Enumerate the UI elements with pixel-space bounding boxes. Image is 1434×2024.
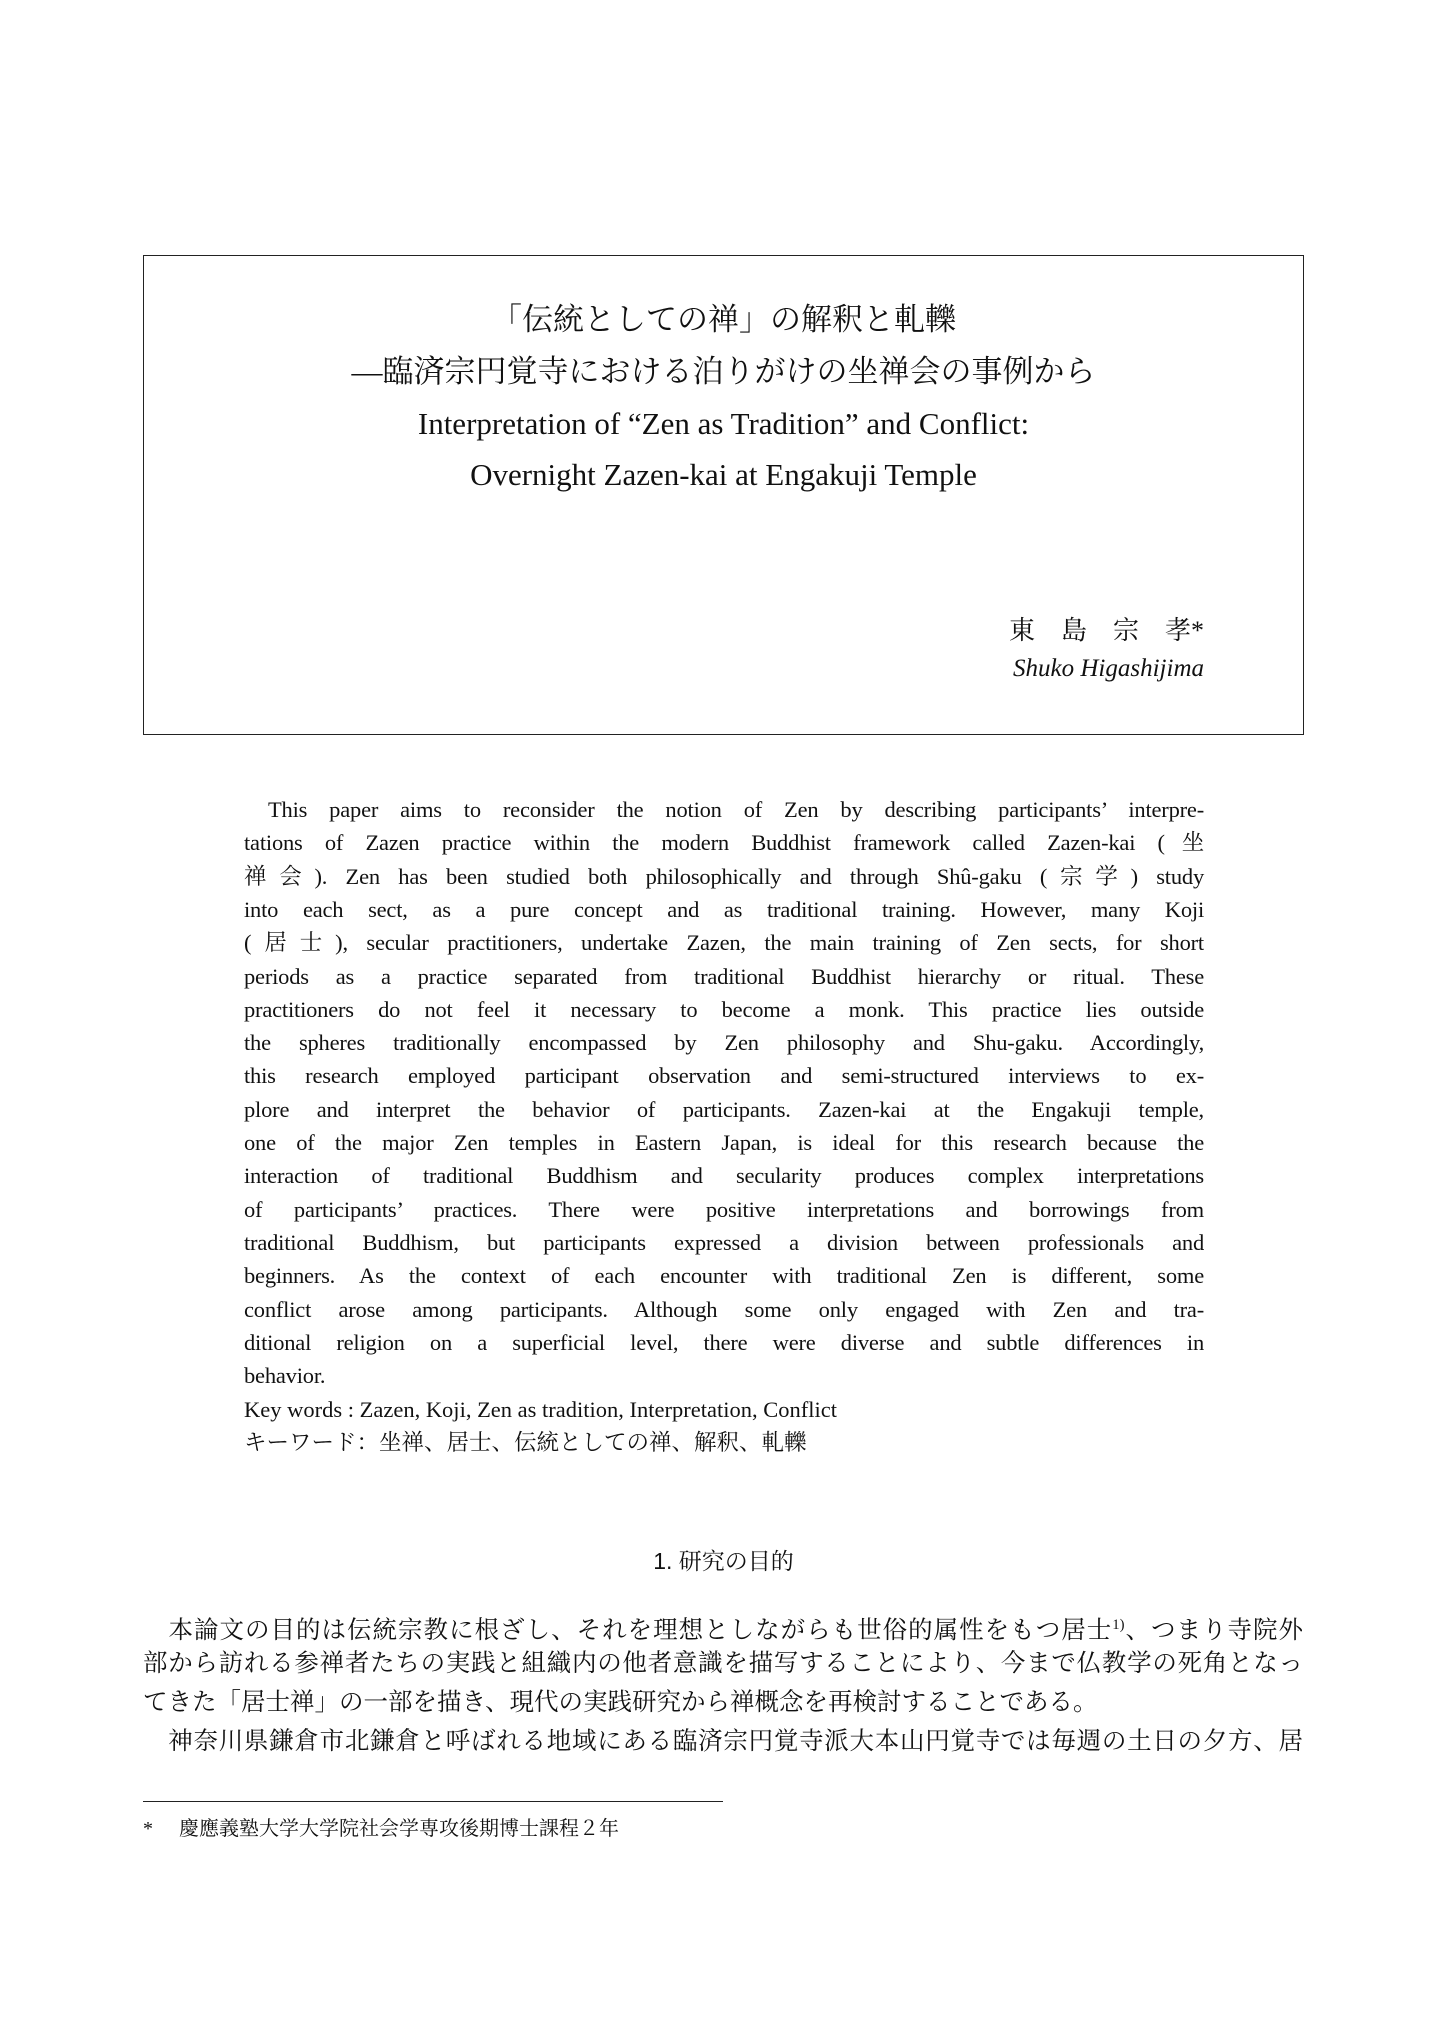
abstract-line: ditional religion on a superficial level, there were diverse and subtle differences in — [244, 1329, 1204, 1355]
section-heading: 1. 研究の目的 — [653, 1548, 794, 1574]
title-en-line1: Interpretation of “Zen as Tradition” and Conflict: — [417, 406, 1030, 441]
body-line: 部から訪れる参禅者たちの実践と組織内の他者意識を描写することにより、今まで仏教学の死角となっ — [143, 1650, 1303, 1677]
abstract-line: tations of Zazen practice within the modern Buddhist framework called Zazen-kai (坐 — [244, 830, 1204, 856]
subtitle-ja: ―臨済宗円覚寺における泊りがけの坐禅会の事例から — [351, 354, 1096, 389]
abstract-line: one of the major Zen temples in Eastern Japan, is ideal for this research because the — [244, 1130, 1204, 1155]
footnote-ref[interactable]: 1) — [1112, 1617, 1125, 1633]
author-ja: 東 島 宗 孝* — [1008, 616, 1204, 645]
title-en-line2: Overnight Zazen-kai at Engakuji Temple — [470, 457, 977, 492]
abstract-line: conflict arose among participants. Although some only engaged with Zen and tra- — [244, 1296, 1204, 1322]
body-line: てきた「居士禅」の一部を描き、現代の実践研究から禅概念を再検討することである。 — [143, 1689, 1098, 1716]
footnote-text: 慶應義塾大学大学院社会学専攻後期博士課程２年 — [179, 1818, 619, 1840]
body-text: 、つまり寺院外 — [1124, 1617, 1304, 1645]
keywords-ja: キーワード：坐禅、居士、伝統としての禅、解釈、軋轢 — [244, 1430, 807, 1455]
abstract-line: 禅会). Zen has been studied both philosophically and through Shû-gaku (宗学) study — [244, 863, 1204, 889]
author-en: Shuko Higashijima — [1013, 655, 1204, 682]
body-line: 神奈川県鎌倉市北鎌倉と呼ばれる地域にある臨済宗円覚寺派大本山円覚寺では毎週の土日の夕方、居 — [143, 1728, 1303, 1755]
abstract-line: into each sect, as a pure concept and as traditional training. However, many Koji — [244, 896, 1204, 922]
body-line — [143, 1608, 1303, 1648]
abstract-line: this research employed participant observation and semi-structured interviews to ex- — [244, 1063, 1204, 1089]
abstract-line: beginners. As the context of each encounter with traditional Zen is different, some — [244, 1263, 1204, 1289]
abstract-line: practitioners do not feel it necessary to become a monk. This practice lies outside — [244, 996, 1204, 1022]
abstract-line: (居士), secular practitioners, undertake Zazen, the main training of Zen sects, for short — [244, 930, 1204, 956]
abstract-line: This paper aims to reconsider the notion of Zen by describing participants’ interpre- — [268, 797, 1204, 822]
footnote — [143, 1812, 619, 1841]
abstract-line: the spheres traditionally encompassed by Zen philosophy and Shu-gaku. Accordingly, — [244, 1030, 1204, 1056]
footnote-marker: * — [143, 1818, 153, 1840]
abstract-line: traditional Buddhism, but participants expressed a division between professionals and — [244, 1229, 1204, 1255]
title-ja: 「伝統としての禅」の解釈と軋轢 — [491, 302, 956, 337]
abstract-line: plore and interpret the behavior of participants. Zazen-kai at the Engakuji temple, — [244, 1096, 1204, 1122]
abstract-line: interaction of traditional Buddhism and secularity produces complex interpretations — [244, 1163, 1204, 1189]
keywords-en: Key words : Zazen, Koji, Zen as tradition, Interpretation, Conflict — [244, 1397, 837, 1422]
abstract-line: of participants’ practices. There were positive interpretations and borrowings from — [244, 1196, 1204, 1222]
abstract-line: behavior. — [244, 1363, 326, 1389]
footnote-divider — [143, 1801, 723, 1802]
body-text: 本論文の目的は伝統宗教に根ざし、それを理想としながらも世俗的属性をもつ居士 — [143, 1617, 1113, 1645]
abstract-line: periods as a practice separated from traditional Buddhist hierarchy or ritual. These — [244, 963, 1204, 989]
